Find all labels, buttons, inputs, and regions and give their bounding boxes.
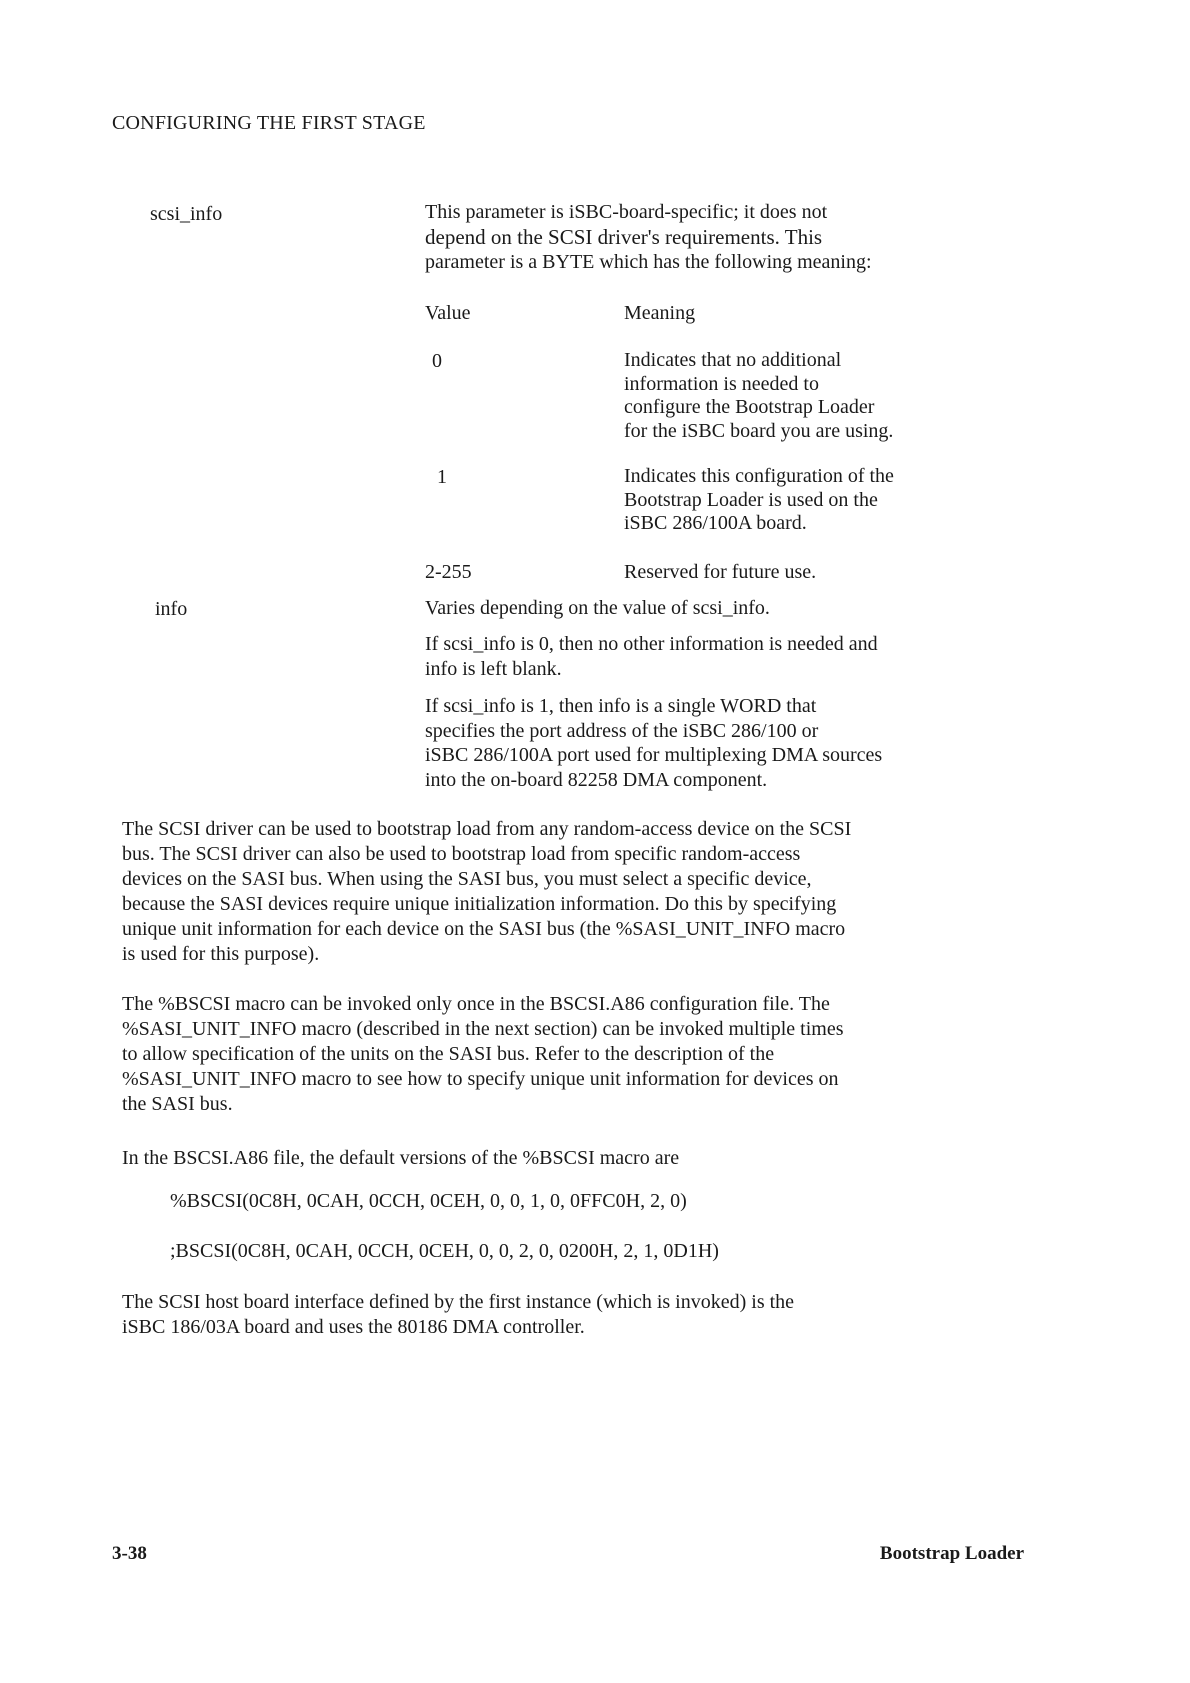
info-line: If scsi_info is 1, then info is a single WORD that <box>425 695 817 717</box>
table-value-2: 2-255 <box>425 561 472 583</box>
body-line: %SASI_UNIT_INFO macro (described in the next section) can be invoked multiple times <box>122 1018 844 1040</box>
param-description-scsi-info <box>425 200 965 275</box>
body-line: is used for this purpose). <box>122 943 320 965</box>
body-line: iSBC 186/03A board and uses the 80186 DMA controller. <box>122 1316 585 1338</box>
table-meaning-2: Reserved for future use. <box>624 561 817 583</box>
footer-section-title: Bootstrap Loader <box>879 1543 1024 1564</box>
closing-paragraph <box>122 1290 1022 1340</box>
desc-line: parameter is a BYTE which has the following meaning: <box>425 251 872 273</box>
info-line: iSBC 286/100A port used for multiplexing DMA sources <box>425 744 883 766</box>
body-line: unique unit information for each device on the SASI bus (the %SASI_UNIT_INFO macro <box>122 918 846 940</box>
body-line: to allow specification of the units on the SASI bus. Refer to the description of the <box>122 1043 775 1065</box>
param-name-info: info <box>155 598 188 620</box>
info-para-2 <box>425 632 945 682</box>
info-para-1: Varies depending on the value of scsi_info. <box>425 597 770 619</box>
body-paragraph-3: In the BSCSI.A86 file, the default versions of the %BSCSI macro are <box>122 1147 680 1169</box>
table-meaning-1 <box>624 465 944 536</box>
table-meaning-0 <box>624 349 944 443</box>
body-line: The SCSI driver can be used to bootstrap load from any random-access device on the SCSI <box>122 818 852 840</box>
table-value-1: 1 <box>437 466 447 488</box>
meaning-line: for the iSBC board you are using. <box>624 419 894 442</box>
body-line: The %BSCSI macro can be invoked only once in the BSCSI.A86 configuration file. The <box>122 993 830 1015</box>
info-para-3 <box>425 694 945 792</box>
table-header-value: Value <box>425 302 471 324</box>
info-line: info is left blank. <box>425 658 562 680</box>
info-line: If scsi_info is 0, then no other information is needed and <box>425 633 878 655</box>
table-header-meaning: Meaning <box>624 302 696 324</box>
body-paragraph-2 <box>122 992 1022 1117</box>
body-paragraph-1 <box>122 817 1022 967</box>
meaning-line: iSBC 286/100A board. <box>624 512 807 534</box>
meaning-line: configure the Bootstrap Loader <box>624 396 875 418</box>
meaning-line: Indicates this configuration of the <box>624 465 894 487</box>
info-line: specifies the port address of the iSBC 286/100 or <box>425 719 819 742</box>
meaning-line: information is needed to <box>624 372 819 395</box>
body-line: because the SASI devices require unique initialization information. Do this by specifying <box>122 893 837 915</box>
body-line: devices on the SASI bus. When using the SASI bus, you must select a specific device, <box>122 868 812 890</box>
macro-line-2: ;BSCSI(0C8H, 0CAH, 0CCH, 0CEH, 0, 0, 2, 0, 0200H, 2, 1, 0D1H) <box>170 1240 719 1262</box>
info-line: into the on-board 82258 DMA component. <box>425 768 768 791</box>
body-line: The SCSI host board interface defined by the first instance (which is invoked) is the <box>122 1291 795 1313</box>
meaning-line: Indicates that no additional <box>624 349 842 371</box>
body-line: bus. The SCSI driver can also be used to bootstrap load from specific random-access <box>122 843 801 865</box>
desc-line: depend on the SCSI driver's requirements. This <box>425 225 823 249</box>
table-value-0: 0 <box>432 350 442 372</box>
body-line: %SASI_UNIT_INFO macro to see how to specify unique unit information for devices on <box>122 1068 839 1090</box>
page-header: CONFIGURING THE FIRST STAGE <box>112 112 426 134</box>
page-number: 3-38 <box>112 1543 147 1564</box>
macro-line-1: %BSCSI(0C8H, 0CAH, 0CCH, 0CEH, 0, 0, 1, 0, 0FFC0H, 2, 0) <box>170 1190 687 1212</box>
param-name-scsi-info: scsi_info <box>150 203 223 225</box>
body-line: the SASI bus. <box>122 1093 233 1115</box>
desc-line: This parameter is iSBC-board-specific; it does not <box>425 201 828 223</box>
meaning-line: Bootstrap Loader is used on the <box>624 488 878 511</box>
